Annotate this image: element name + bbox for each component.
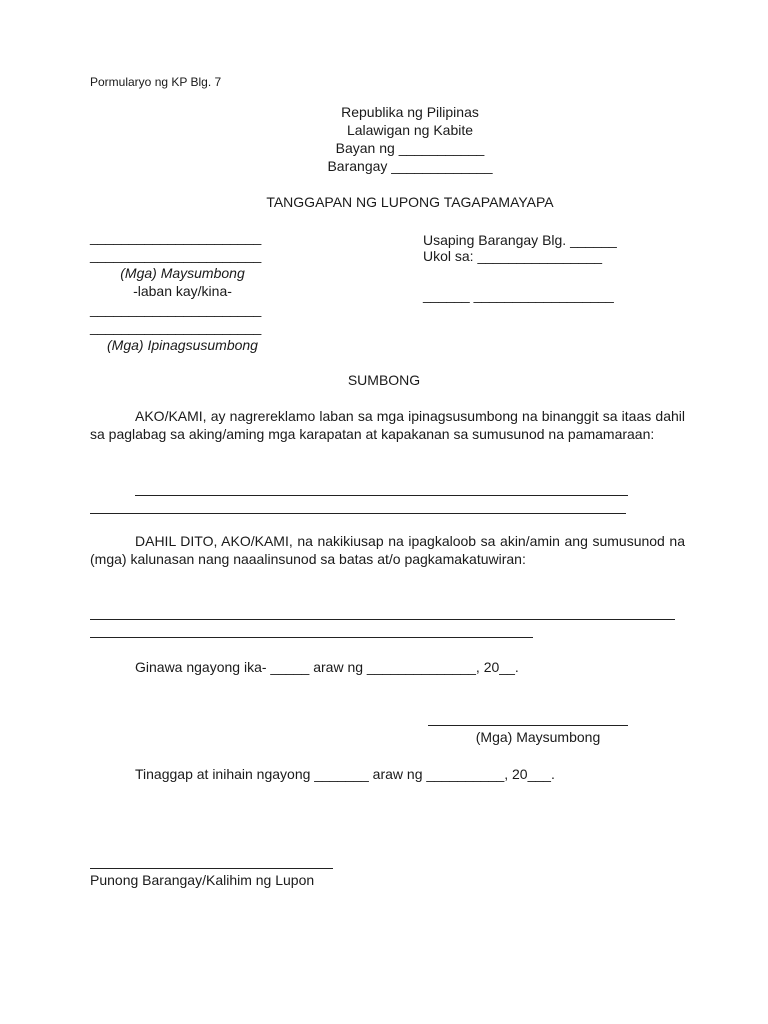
respondent-line-1: ______________________ (90, 301, 262, 317)
complaint-detail-line-2 (90, 513, 626, 514)
official-signature-line (90, 868, 333, 869)
republic-heading: Republika ng Pilipinas (341, 104, 479, 120)
received-on-date: Tinaggap at inihain ngayong _______ araw ng __________, 20___. (135, 766, 555, 782)
complainant-label: (Mga) Maysumbong (120, 265, 245, 281)
province-heading: Lalawigan ng Kabite (346, 122, 474, 138)
remedy-line-2 (90, 637, 533, 638)
case-subject: Ukol sa: ________________ (423, 248, 603, 264)
complainant-line-1: ______________________ (90, 229, 262, 245)
remedy-line-1 (90, 619, 675, 620)
complaint-paragraph: AKO/KAMI, ay nagrereklamo laban sa mga ipinagsusumbong na binanggit sa itaas dahil sa paglabag sa aking/aming mga karapatan at kapakanan sa sumusunod na pamamaraan: (90, 408, 685, 442)
office-heading: TANGGAPAN NG LUPONG TAGAPAMAYAPA (266, 194, 554, 210)
versus-label: -laban kay/kina- (133, 283, 232, 299)
complaint-detail-line-1 (135, 495, 628, 496)
form-number: Pormularyo ng KP Blg. 7 (90, 75, 222, 89)
case-subject-extra: ______ __________________ (423, 287, 614, 303)
made-on-date: Ginawa ngayong ika- _____ araw ng ______________, 20__. (135, 659, 519, 675)
complainant-signature-line (428, 725, 628, 726)
town-heading: Bayan ng ___________ (335, 140, 485, 156)
case-number: Usaping Barangay Blg. ______ (423, 232, 617, 248)
barangay-heading: Barangay _____________ (327, 158, 493, 174)
remedy-paragraph: DAHIL DITO, AKO/KAMI, na nakikiusap na ipagkaloob sa akin/amin ang sumusunod na (mga) kalunasan nang naaalinsunod sa batas at/o pagkamakatuwiran: (90, 533, 685, 567)
respondent-line-2: ______________________ (90, 319, 262, 335)
document-title: SUMBONG (347, 372, 421, 388)
complainant-signature-label: (Mga) Maysumbong (475, 729, 601, 745)
complainant-line-2: ______________________ (90, 247, 262, 263)
respondent-label: (Mga) Ipinagsusumbong (107, 337, 258, 353)
official-signature-label: Punong Barangay/Kalihim ng Lupon (90, 872, 315, 888)
